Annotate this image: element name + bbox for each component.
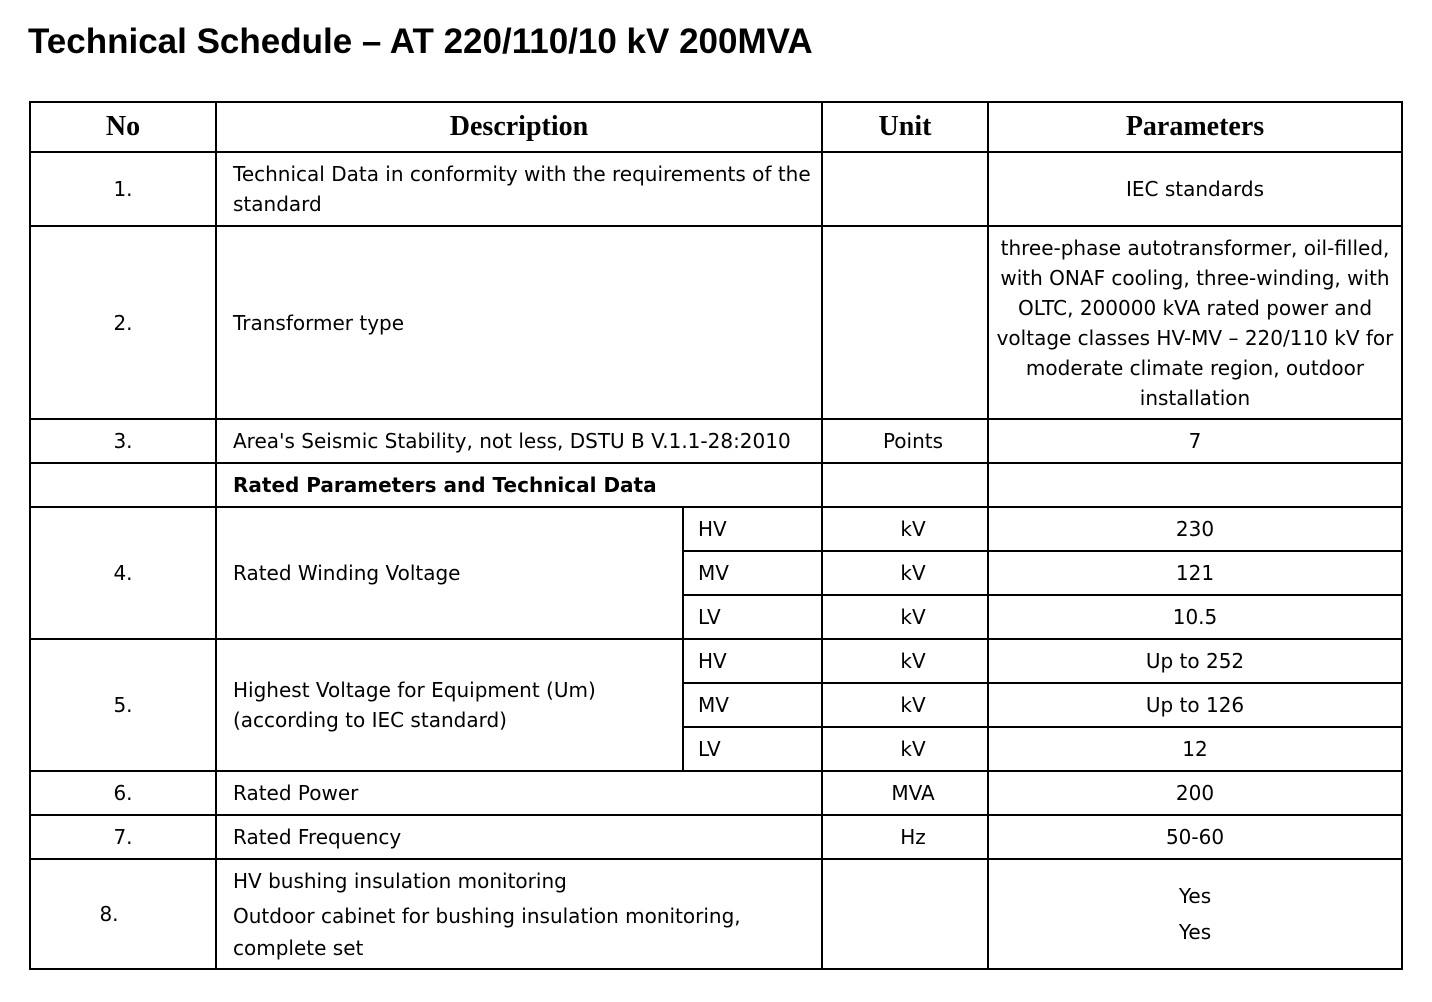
- parameter-line: Yes: [1178, 920, 1212, 944]
- section-heading: Rated Parameters and Technical Data: [216, 463, 822, 507]
- row-parameter: 7: [988, 419, 1402, 463]
- description-line: Highest Voltage for Equipment (Um): [233, 678, 596, 702]
- row-unit: [822, 859, 988, 969]
- row-parameter: 200: [988, 771, 1402, 815]
- header-row: [30, 102, 1402, 152]
- row-number: 2.: [30, 226, 216, 419]
- table-row: [30, 507, 1402, 551]
- row-unit: kV: [822, 639, 988, 683]
- row-number: 4.: [30, 507, 216, 639]
- row-number: 5.: [30, 639, 216, 771]
- row-parameter: Up to 252: [988, 639, 1402, 683]
- winding-label: MV: [683, 551, 822, 595]
- table-row: [30, 152, 1402, 226]
- row-unit: Hz: [822, 815, 988, 859]
- winding-label: HV: [683, 507, 822, 551]
- winding-label: HV: [683, 639, 822, 683]
- section-row: [30, 463, 1402, 507]
- row-unit: MVA: [822, 771, 988, 815]
- table-row: [30, 771, 1402, 815]
- row-unit: kV: [822, 551, 988, 595]
- row-parameter: [988, 859, 1402, 969]
- table-row: [30, 226, 1402, 419]
- row-unit: kV: [822, 683, 988, 727]
- row-parameter: 230: [988, 507, 1402, 551]
- row-number: 8.: [30, 859, 216, 969]
- row-number: 6.: [30, 771, 216, 815]
- row-parameter: 10.5: [988, 595, 1402, 639]
- row-parameter: IEC standards: [988, 152, 1402, 226]
- header-no: No: [30, 102, 216, 152]
- row-parameter: 50-60: [988, 815, 1402, 859]
- row-description: [216, 859, 822, 969]
- row-unit: [822, 152, 988, 226]
- description-line: (according to IEC standard): [233, 708, 507, 732]
- row-number: 7.: [30, 815, 216, 859]
- row-parameter: three-phase autotransformer, oil-filled, with ONAF cooling, three-winding, with OLTC, 200000 kVA rated power and voltage classes HV-MV – 220/110 kV for moderate climate region, outdoor installation: [988, 226, 1402, 419]
- row-parameter: Up to 126: [988, 683, 1402, 727]
- description-line: Outdoor cabinet for bushing insulation monitoring, complete set: [233, 903, 741, 960]
- row-unit: kV: [822, 727, 988, 771]
- header-unit: Unit: [822, 102, 988, 152]
- row-unit: kV: [822, 507, 988, 551]
- winding-label: LV: [683, 595, 822, 639]
- technical-schedule-table: [29, 101, 1403, 970]
- row-unit: Points: [822, 419, 988, 463]
- table-row: [30, 859, 1402, 969]
- table-row: [30, 639, 1402, 683]
- winding-label: MV: [683, 683, 822, 727]
- description-line: HV bushing insulation monitoring: [233, 868, 567, 893]
- row-description: Rated Frequency: [216, 815, 822, 859]
- header-description: Description: [216, 102, 822, 152]
- table-row: [30, 815, 1402, 859]
- row-description: Technical Data in conformity with the requirements of the standard: [216, 152, 822, 226]
- page-title: Technical Schedule – AT 220/110/10 kV 200MVA: [28, 22, 813, 61]
- winding-label: LV: [683, 727, 822, 771]
- row-description: Transformer type: [216, 226, 822, 419]
- parameter-line: Yes: [1178, 884, 1212, 908]
- row-unit: kV: [822, 595, 988, 639]
- row-number: 1.: [30, 152, 216, 226]
- row-description: Area's Seismic Stability, not less, DSTU B V.1.1-28:2010: [216, 419, 822, 463]
- header-parameters: Parameters: [988, 102, 1402, 152]
- row-description: Rated Winding Voltage: [216, 507, 683, 639]
- row-description: Rated Power: [216, 771, 822, 815]
- table-row: [30, 419, 1402, 463]
- row-unit: [822, 226, 988, 419]
- row-number: 3.: [30, 419, 216, 463]
- row-parameter: 12: [988, 727, 1402, 771]
- row-parameter: 121: [988, 551, 1402, 595]
- row-description: [216, 639, 683, 771]
